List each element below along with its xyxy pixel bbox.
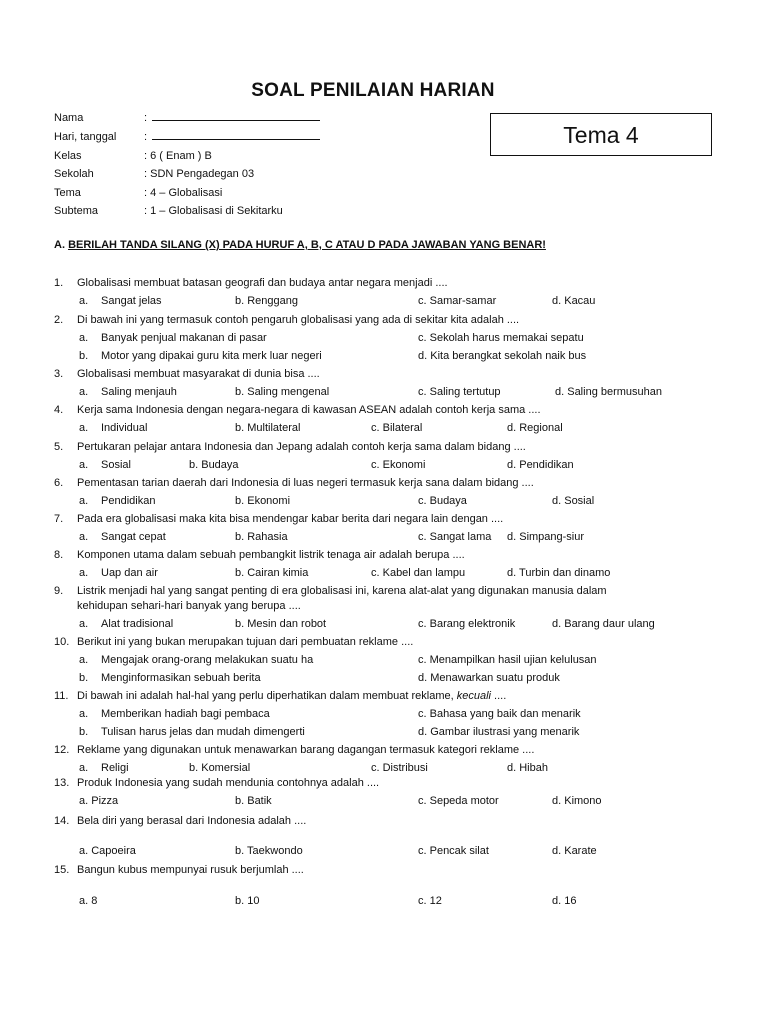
option-d[interactable]: d. Sosial [552,495,595,507]
option-text[interactable]: Sangat cepat [101,531,166,543]
question-number: 4. [54,404,64,416]
question-number: 15. [54,864,70,876]
option-label[interactable]: b. [79,672,89,684]
option-c[interactable]: c. Pencak silat [418,845,489,857]
question-number: 13. [54,777,70,789]
option-b[interactable]: b. Komersial [189,762,251,774]
option-b[interactable]: b. Saling mengenal [235,386,330,398]
instruction-text: BERILAH TANDA SILANG (X) PADA HURUF A, B, C ATAU D PADA JAWABAN YANG BENAR! [68,239,546,251]
option-label[interactable]: a. [79,495,89,507]
option-b[interactable]: b. Batik [235,795,272,807]
question-text: Berikut ini yang bukan merupakan tujuan dari pembuatan reklame .... [77,636,414,648]
option-label[interactable]: a. [79,422,89,434]
question-text: Komponen utama dalam sebuah pembangkit listrik tenaga air adalah berupa .... [77,549,465,561]
option-c[interactable]: c. Bilateral [371,422,423,434]
option-label[interactable]: a. [79,332,89,344]
hari-tanggal-field[interactable]: : [144,131,320,143]
option-c[interactable]: c. 12 [418,895,442,907]
option-a[interactable]: a. Capoeira [79,845,136,857]
option-text[interactable]: Sangat jelas [101,295,162,307]
question-number: 11. [54,690,69,702]
question-number: 14. [54,815,70,827]
question-number: 7. [54,513,64,525]
nama-field[interactable]: : [144,112,320,124]
option-text[interactable]: Pendidikan [101,495,156,507]
question-text: Di bawah ini adalah hal-hal yang perlu diperhatikan dalam membuat reklame, kecuali .... [77,690,507,702]
option-b[interactable]: b. Taekwondo [235,845,303,857]
option-d[interactable]: d. Karate [552,845,597,857]
question-number: 12. [54,744,70,756]
option-c[interactable]: c. Samar-samar [418,295,497,307]
option-d[interactable]: d. Turbin dan dinamo [507,567,611,579]
question-text: Pada era globalisasi maka kita bisa mendengar kabar berita dari negara lain dengan .... [77,513,504,525]
hari-tanggal-blank-line [152,131,320,140]
option-label[interactable]: a. [79,386,89,398]
label-kelas: Kelas [54,150,82,162]
emphasis-word: kecuali [456,690,491,702]
option-label[interactable]: b. [79,350,89,362]
option-text[interactable]: Motor yang dipakai guru kita merk luar negeri [101,350,322,362]
option-text[interactable]: Sosial [101,459,131,471]
option-text[interactable]: Menginformasikan sebuah berita [101,672,261,684]
option-text[interactable]: Saling menjauh [101,386,177,398]
option-c[interactable]: c. Ekonomi [371,459,426,471]
option-text[interactable]: Religi [101,762,129,774]
label-subtema: Subtema [54,205,99,217]
option-c[interactable]: c. Sangat lama [418,531,492,543]
option-d[interactable]: d. Pendidikan [507,459,574,471]
option-c[interactable]: c. Barang elektronik [418,618,516,630]
question-text: Pertukaran pelajar antara Indonesia dan Jepang adalah contoh kerja sama dalam bidang .... [77,441,526,453]
kelas-value: : 6 ( Enam ) B [144,150,212,162]
question-text: Bangun kubus mempunyai rusuk berjumlah .... [77,864,304,876]
question-number: 2. [54,314,64,326]
question-text: Globalisasi membuat masyarakat di dunia bisa .... [77,368,320,380]
label-sekolah: Sekolah [54,168,94,180]
option-text[interactable]: Memberikan hadiah bagi pembaca [101,708,270,720]
option-c[interactable]: c. Budaya [418,495,467,507]
option-text[interactable]: Uap dan air [101,567,158,579]
question-text: Kerja sama Indonesia dengan negara-negara di kawasan ASEAN adalah contoh kerja sama .... [77,404,541,416]
question-text: Reklame yang digunakan untuk menawarkan barang dagangan termasuk kategori reklame .... [77,744,535,756]
tema-label: Tema 4 [563,122,639,148]
option-d[interactable]: d. 16 [552,895,577,907]
option-c[interactable]: c. Sepeda motor [418,795,499,807]
option-d[interactable]: d. Saling bermusuhan [555,386,663,398]
option-text[interactable]: Banyak penjual makanan di pasar [101,332,267,344]
sekolah-value: : SDN Pengadegan 03 [144,168,255,180]
option-text[interactable]: Alat tradisional [101,618,174,630]
option-b[interactable]: b. Mesin dan robot [235,618,327,630]
question-number: 9. [54,585,64,597]
option-label[interactable]: a. [79,295,89,307]
option-label[interactable]: a. [79,618,89,630]
option-b[interactable]: b. Rahasia [235,531,288,543]
question-text: Produk Indonesia yang sudah mendunia contohnya adalah .... [77,777,380,789]
option-d[interactable]: d. Regional [507,422,563,434]
option-label[interactable]: a. [79,567,89,579]
option-c[interactable]: c. Distribusi [371,762,428,774]
option-b[interactable]: b. Ekonomi [235,495,291,507]
option-b[interactable]: b. 10 [235,895,260,907]
question-text: Globalisasi membuat batasan geografi dan budaya antar negara menjadi .... [77,277,448,289]
option-b[interactable]: b. Cairan kimia [235,567,309,579]
option-d[interactable]: d. Simpang-siur [507,531,585,543]
nama-blank-line [152,112,320,121]
instruction: A. BERILAH TANDA SILANG (X) PADA HURUF A, B, C ATAU D PADA JAWABAN YANG BENAR! [54,239,546,251]
option-d[interactable]: d. Kacau [552,295,596,307]
option-b[interactable]: b. Multilateral [235,422,301,434]
question-number: 10. [54,636,70,648]
option-d[interactable]: d. Kita berangkat sekolah naik bus [418,350,587,362]
option-d[interactable]: d. Barang daur ulang [552,618,655,630]
option-text[interactable]: Mengajak orang-orang melakukan suatu ha [101,654,314,666]
option-label[interactable]: a. [79,708,89,720]
question-text: Listrik menjadi hal yang sangat penting di era globalisasi ini, karena alat-alat yang digunakan manusia dalam [77,585,607,597]
option-label[interactable]: b. [79,726,89,738]
question-text: Pementasan tarian daerah dari Indonesia di luas negeri termasuk kerja sana dalam bidang .... [77,477,534,489]
option-label[interactable]: a. [79,459,89,471]
question-number: 6. [54,477,64,489]
option-text[interactable]: Tulisan harus jelas dan mudah dimengerti [101,726,305,738]
question-text-continued: kehidupan sehari-hari banyak yang berupa .... [77,600,301,612]
option-a[interactable]: a. 8 [79,895,98,907]
tema-value: : 4 – Globalisasi [144,187,223,199]
option-b[interactable]: b. Renggang [235,295,298,307]
option-c[interactable]: c. Saling tertutup [418,386,501,398]
question-number: 1. [54,277,64,289]
option-label[interactable]: a. [79,762,89,774]
label-nama: Nama [54,112,84,124]
question-text: Di bawah ini yang termasuk contoh pengaruh globalisasi yang ada di sekitar kita adalah .... [77,314,520,326]
tema-box [490,113,712,156]
option-d[interactable]: d. Menawarkan suatu produk [418,672,560,684]
option-b[interactable]: b. Budaya [189,459,239,471]
option-label[interactable]: a. [79,654,89,666]
question-number: 3. [54,368,64,380]
option-label[interactable]: a. [79,531,89,543]
question-number: 8. [54,549,64,561]
label-hari-tanggal: Hari, tanggal [54,131,117,143]
label-tema: Tema [54,187,81,199]
subtema-value: : 1 – Globalisasi di Sekitarku [144,205,283,217]
option-d[interactable]: d. Kimono [552,795,602,807]
page-title: SOAL PENILAIAN HARIAN [251,80,495,101]
option-text[interactable]: Individual [101,422,148,434]
option-c[interactable]: c. Sekolah harus memakai sepatu [418,332,584,344]
option-d[interactable]: d. Gambar ilustrasi yang menarik [418,726,580,738]
question-text: Bela diri yang berasal dari Indonesia adalah .... [77,815,307,827]
question-number: 5. [54,441,64,453]
option-d[interactable]: d. Hibah [507,762,548,774]
option-c[interactable]: c. Kabel dan lampu [371,567,466,579]
option-c[interactable]: c. Bahasa yang baik dan menarik [418,708,581,720]
option-c[interactable]: c. Menampilkan hasil ujian kelulusan [418,654,597,666]
option-a[interactable]: a. Pizza [79,795,119,807]
